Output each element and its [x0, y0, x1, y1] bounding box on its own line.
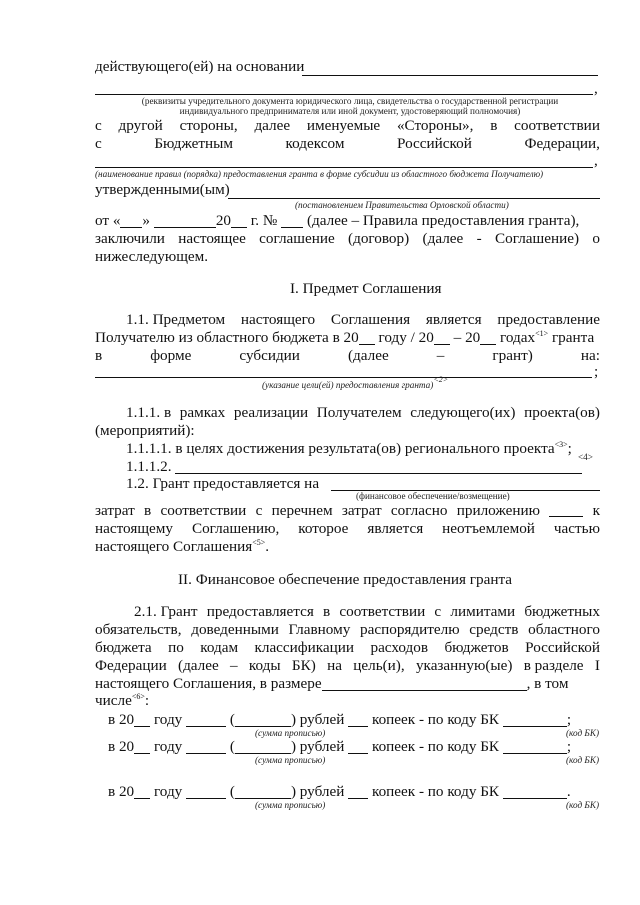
decree-blank[interactable] [228, 198, 600, 199]
budget-code-line [95, 135, 600, 153]
approved-label: утвержденными(ым) [95, 181, 230, 198]
text: ( [229, 783, 235, 800]
footnote-ref[interactable]: <4> [578, 452, 593, 462]
sum-words-blank[interactable] [235, 784, 291, 799]
p12-line3 [95, 520, 600, 538]
footnote-ref[interactable]: <1> [535, 329, 549, 338]
word: указанную(ые) [415, 657, 513, 674]
text: от « [95, 212, 121, 229]
footnote-ref[interactable]: <6> [131, 692, 145, 701]
year-blank[interactable] [134, 784, 150, 799]
word: заключили [95, 230, 165, 247]
word: в [323, 603, 331, 620]
word: бюджета [95, 639, 152, 656]
word: соглашение [259, 230, 335, 247]
word: – [230, 657, 238, 674]
word: в [490, 117, 498, 134]
word: реализации [233, 404, 309, 421]
year-blank[interactable] [134, 739, 150, 754]
word: (далее [347, 347, 389, 364]
caption-sum: (сумма прописью) [255, 728, 326, 738]
text: в 20 [108, 783, 135, 800]
word: (далее [422, 230, 464, 247]
word: неотъемлемой [442, 520, 535, 537]
caption-decree: (постановлением Правительства Орловской области) [295, 200, 509, 210]
p111-line1 [126, 404, 600, 422]
word: проекта(ов) [524, 404, 600, 421]
caption-code: (код БК) [566, 755, 600, 765]
word: Соглашения [330, 311, 411, 328]
bk-code-blank[interactable] [503, 739, 567, 754]
year-blank[interactable] [434, 330, 450, 345]
text: . [566, 783, 571, 800]
p12-line1: 1.2. Грант предоставляется на [126, 475, 320, 492]
word: соответствии [514, 117, 600, 134]
word: «Стороны», [396, 117, 474, 134]
word: соответствии [160, 502, 247, 519]
word: классификации [254, 639, 355, 656]
caption-code: (код БК) [566, 728, 600, 738]
text: годах [500, 329, 536, 346]
goal-blank[interactable] [95, 377, 592, 378]
caption-sum: (сумма прописью) [255, 755, 326, 765]
rubles-blank[interactable] [186, 712, 226, 727]
word: перечнем [271, 502, 333, 519]
amount-blank[interactable] [322, 676, 527, 691]
word: затрат [341, 502, 382, 519]
word: средств [469, 621, 519, 638]
word: Главному [288, 621, 351, 638]
text: ) рублей [290, 711, 345, 728]
word: Бюджетным [154, 135, 233, 152]
section-2-title: II. Финансовое обеспечение предоставления гранта [178, 571, 513, 588]
p21-line4 [95, 657, 600, 675]
section-1-title: I. Предмет Соглашения [290, 280, 442, 297]
p12-line2 [95, 502, 600, 520]
kopecks-blank[interactable] [348, 712, 368, 727]
word: форме [150, 347, 192, 364]
footnote-ref[interactable]: <5> [252, 538, 266, 547]
word: в [144, 502, 152, 519]
word: грант) [492, 347, 533, 364]
word: согласно [390, 502, 448, 519]
word: коды [248, 657, 281, 674]
p21-line3 [95, 639, 600, 657]
text: – 20 [453, 329, 481, 346]
text: Получателю из областного бюджета в 20 [95, 329, 359, 346]
word: обязательств, [95, 621, 182, 638]
comma: , [594, 152, 598, 169]
text: ; [566, 711, 572, 728]
word: 1.1. Предметом [126, 311, 226, 328]
word: – [436, 347, 445, 364]
word: затрат [95, 502, 135, 519]
text: году [153, 738, 183, 755]
word: бюджетов [444, 639, 509, 656]
p1111-line [126, 440, 572, 458]
p12-line4 [95, 538, 269, 556]
word: соответствии [339, 603, 426, 620]
acting-basis-label: действующего(ей) на основании [95, 58, 305, 75]
year-blank[interactable] [134, 712, 150, 727]
word: расходов [370, 639, 429, 656]
word: областного [528, 621, 600, 638]
rubles-blank[interactable] [186, 784, 226, 799]
text: ( [229, 738, 235, 755]
caption-rules: (наименование правил (порядка) предоставления гранта в форме субсидии из областного бюджета Получателю) [95, 169, 544, 179]
word: именуемые [306, 117, 381, 134]
word: с [255, 502, 263, 519]
year-blank[interactable] [359, 330, 375, 345]
word: другой [118, 117, 163, 134]
word: Российской [397, 135, 472, 152]
kopecks-blank[interactable] [348, 739, 368, 754]
word: предоставляется [206, 603, 314, 620]
footnote-ref[interactable]: <3> [554, 440, 568, 449]
word: доведенными [191, 621, 279, 638]
text: » [142, 212, 151, 229]
year-row [108, 711, 571, 729]
word: бюджетных [524, 603, 600, 620]
text: 1.1.1.1. в целях достижения результата(ов) регионального проекта [126, 440, 555, 457]
bk-code-blank[interactable] [503, 712, 567, 727]
text: ( [229, 711, 235, 728]
text: , в том [526, 675, 569, 692]
word: Федерации [95, 657, 167, 674]
p21-line5 [95, 675, 568, 693]
basis-blank[interactable] [302, 75, 598, 76]
word: (договор) [348, 230, 410, 247]
p21-line2 [95, 621, 600, 639]
word: (далее [178, 657, 219, 674]
parties-line [95, 117, 600, 135]
text: копеек - по коду БК [371, 738, 500, 755]
sum-words-blank[interactable] [235, 712, 291, 727]
text: : [144, 692, 150, 709]
p1112-label: 1.1.1.2. [126, 458, 172, 475]
word: по [168, 639, 184, 656]
caption-requisites-1: (реквизиты учредительного документа юридического лица, свидетельства о государственной регистрации [141, 96, 559, 106]
word: Соглашение) [495, 230, 580, 247]
word: к [592, 502, 600, 519]
word: предоставление [497, 311, 600, 328]
text: . [265, 538, 270, 555]
p11-line3 [95, 347, 600, 365]
month-blank[interactable] [154, 213, 216, 228]
text: в 20 [108, 738, 135, 755]
p21-line6 [95, 692, 149, 710]
appendix-blank[interactable] [549, 502, 583, 517]
word: I [594, 657, 600, 674]
word: 1.1.1. в [126, 404, 172, 421]
word: которое [298, 520, 349, 537]
rules-blank[interactable] [95, 167, 593, 168]
word: рамках [179, 404, 226, 421]
p1112-blank[interactable] [175, 473, 582, 474]
word: БК) [291, 657, 316, 674]
sum-words-blank[interactable] [235, 739, 291, 754]
word: о [592, 230, 600, 247]
word: кодам [200, 639, 239, 656]
caption-code: (код БК) [566, 800, 600, 810]
footnote-ref[interactable]: <2> [433, 375, 449, 384]
text: (указание цели(ей) предоставления гранта) [262, 380, 434, 390]
text: ) рублей [290, 783, 345, 800]
word: частью [553, 520, 600, 537]
word: приложению [456, 502, 541, 519]
text: (далее – Правила предоставления гранта), [307, 212, 580, 229]
kopecks-blank[interactable] [348, 784, 368, 799]
text: ; [566, 738, 572, 755]
text: в 20 [108, 711, 135, 728]
text: году / 20 [378, 329, 434, 346]
text: копеек - по коду БК [371, 711, 500, 728]
text: году [153, 783, 183, 800]
text: гранта [551, 329, 595, 346]
text: году [153, 711, 183, 728]
p21-line1 [134, 603, 600, 621]
word: Получателем [316, 404, 402, 421]
rubles-blank[interactable] [186, 739, 226, 754]
text: ; [567, 440, 572, 457]
text: 20 [215, 212, 231, 229]
word: далее [254, 117, 291, 134]
year-blank[interactable] [480, 330, 496, 345]
date-line [95, 212, 579, 230]
word: настоящему [95, 520, 173, 537]
word: настоящее [178, 230, 246, 247]
word: является [367, 520, 424, 537]
word: Соглашению, [191, 520, 280, 537]
p111-line2: (мероприятий): [95, 422, 195, 439]
text: настоящего Соглашения, в размере [95, 675, 322, 692]
number-blank[interactable] [281, 213, 303, 228]
word: стороны, [179, 117, 238, 134]
word: Российской [525, 639, 600, 656]
word: является [425, 311, 482, 328]
word: распорядителю [360, 621, 460, 638]
caption-fin: (финансовое обеспечение/возмещение) [356, 491, 510, 501]
text: г. № [250, 212, 278, 229]
word: с [95, 117, 102, 134]
word: субсидии [239, 347, 300, 364]
word: Федерации, [524, 135, 600, 152]
p11-line2 [95, 329, 594, 347]
word: на [327, 657, 342, 674]
word: настоящего [240, 311, 316, 328]
word: - [476, 230, 482, 247]
word: на: [580, 347, 600, 364]
word: 2.1. Грант [134, 603, 198, 620]
day-blank[interactable] [120, 213, 142, 228]
bk-code-blank[interactable] [503, 784, 567, 799]
text: настоящего Соглашения [95, 538, 253, 555]
concluded-end: нижеследующем. [95, 248, 209, 265]
concluded-line [95, 230, 600, 248]
year-row [108, 738, 571, 756]
caption-requisites-2: индивидуального предпринимателя или иной документ, удостоверяющий полномочия) [179, 106, 521, 116]
word: следующего(их) [410, 404, 516, 421]
word: с [434, 603, 442, 620]
year-blank[interactable] [231, 213, 247, 228]
text: ) рублей [290, 738, 345, 755]
word: лимитами [450, 603, 516, 620]
semicolon: ; [594, 363, 599, 380]
year-row [108, 783, 571, 801]
caption-goal [262, 375, 449, 391]
word: с [95, 135, 102, 152]
word: в разделе [523, 657, 584, 674]
caption-sum: (сумма прописью) [255, 800, 326, 810]
comma: , [594, 80, 598, 97]
text: числе [95, 692, 132, 709]
p11-line1 [126, 311, 600, 329]
word: кодексом [285, 135, 345, 152]
requisites-blank[interactable] [95, 94, 593, 95]
word: цель(и), [353, 657, 405, 674]
text: копеек - по коду БК [371, 783, 500, 800]
word: в [95, 347, 103, 364]
